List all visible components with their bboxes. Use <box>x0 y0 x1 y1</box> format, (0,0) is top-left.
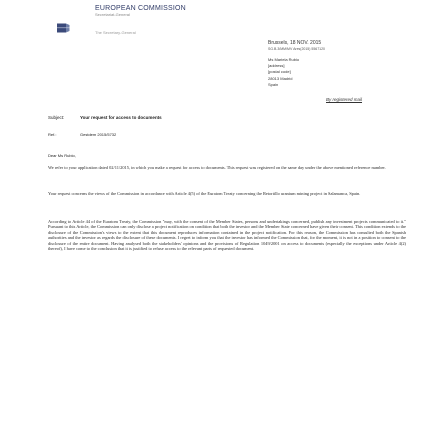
recipient-country: Spain <box>268 81 279 87</box>
subject-text: Your request for access to documents <box>80 115 162 120</box>
ref-label: Ref.: <box>48 132 57 137</box>
paragraph-2: Your request concerns the views of the Commission in accordance with Article 4(5) of the Euratom Treaty concerning the Retortillo uranium mining project in Salamanca, Spain. <box>48 191 361 196</box>
recipient-address-2: [postal code] <box>268 69 291 75</box>
department-name: The Secretary-General <box>95 30 136 35</box>
institution-name: EUROPEAN COMMISSION <box>95 5 186 12</box>
recipient-name: Ms Mariela Rubio <box>268 57 300 62</box>
eu-commission-logo-icon <box>56 22 70 34</box>
letter-reference: SG.B.3/MM/MV Ares(2015) 5567120 <box>268 47 325 51</box>
delivery-method: By registered mail <box>326 97 363 102</box>
letter-date: Brussels, 18 NOV. 2015 <box>268 40 322 46</box>
subject-row <box>48 115 162 120</box>
recipient-block <box>268 57 299 88</box>
paragraph-1: We refer to your application dated 02/11/2015, in which you make a request for access to documents. This request was registered on the same day under the above mentioned reference number. <box>48 165 386 170</box>
paragraph-3: According to Article 44 of the Euratom Treaty, the Commission "may, with the consent of the Member States, persons and undertakings concerned, publish any investment projects communicated to it." Pursuant to this Article, the Commission can only disclose a project notification on condition that both the investor and the Member State concerned have given their consent. This condition extends to the disclosure of the Commission's views to the extent that this document reproduces information contained in the project notification. For this reason, the Commission has consulted both the Spanish authorities and the investor as regards the disclosure of these documents. I regret to inform you that the investor has informed the Commission that, for the moment, it is not in a position to consent to the disclosure of the entire document. Having analysed both the stakeholders' opinions and the provisions of Regulation 1049/2001 on access to documents (especially the exceptions under Article 4(2) thereof), I have come to the conclusion that it is justified to refuse access to the relevant parts of requested document. <box>48 219 406 252</box>
ref-value: Gestdem 2015/5732 <box>80 132 117 137</box>
ref-row <box>48 132 116 137</box>
subject-label: Subject: <box>48 115 65 120</box>
recipient-city: 28013 Madrid <box>268 75 293 81</box>
salutation: Dear Ms Rubio, <box>48 153 76 158</box>
recipient-address-1: [address] <box>268 63 285 69</box>
directorate-name: Secretariat-General <box>95 12 130 17</box>
